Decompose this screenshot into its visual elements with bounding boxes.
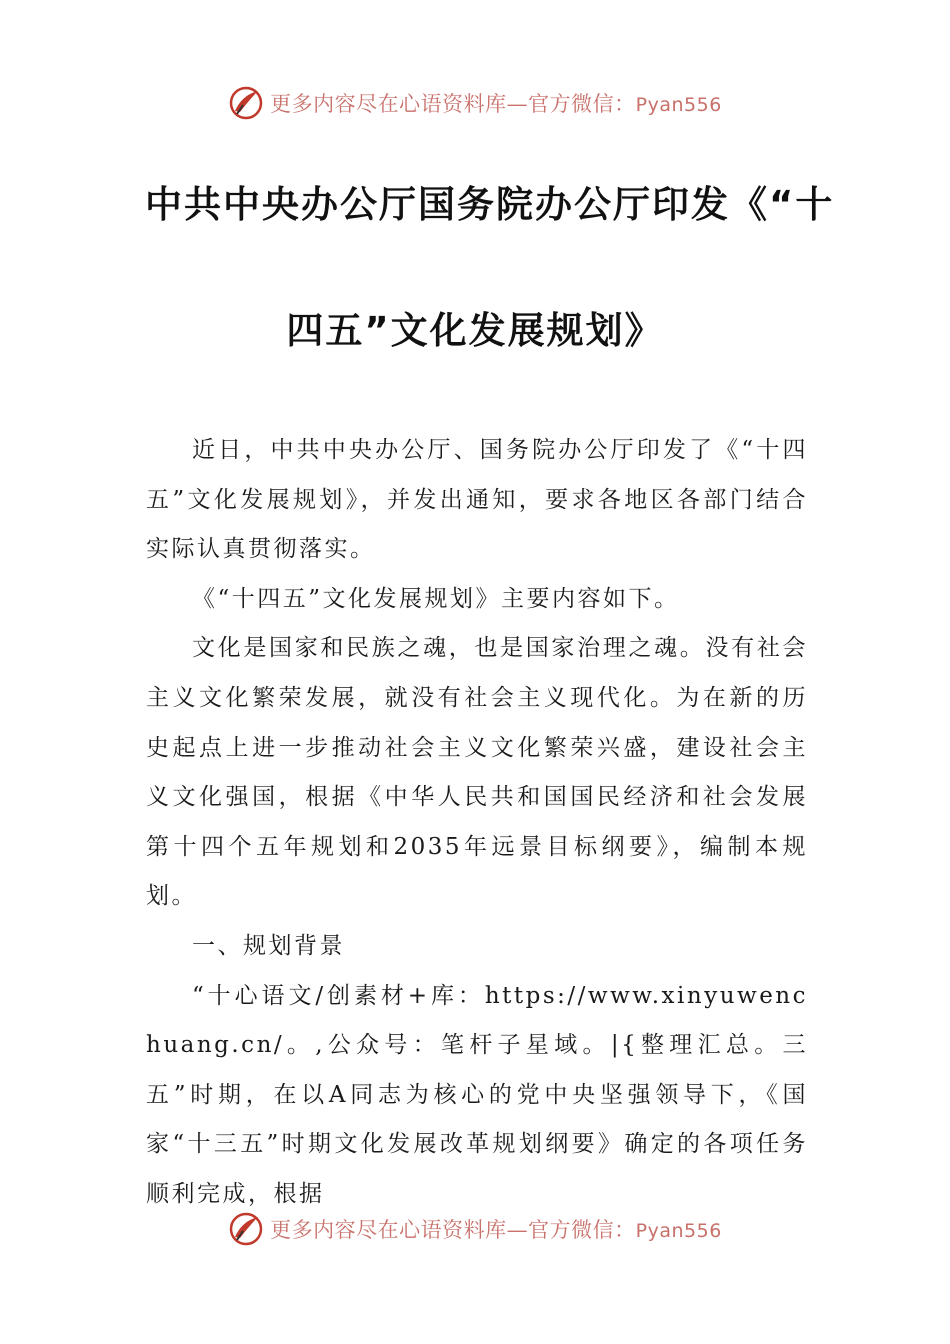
quill-logo-icon [228, 1211, 264, 1247]
footer-banner-text: 更多内容尽在心语资料库—官方微信：Pyan556 [270, 1218, 722, 1242]
section-heading: 一、规划背景 [192, 932, 345, 959]
header-banner [0, 81, 950, 125]
paragraph: 近日，中共中央办公厅、国务院办公厅印发了《“十四五”文化发展规划》，并发出通知，要求各地区各部门结合实际认真贯彻落实。 [146, 437, 808, 563]
paragraph: 《“十四五”文化发展规划》主要内容如下。 [192, 585, 680, 612]
quill-logo-icon [228, 85, 264, 121]
document-body [146, 426, 808, 1220]
footer-banner [0, 1207, 950, 1251]
document-title-line-2: 四五”文化发展规划》 [286, 309, 664, 352]
paragraph: 文化是国家和民族之魂，也是国家治理之魂。没有社会主义文化繁荣发展，就没有社会主义现代化。为在新的历史起点上进一步推动社会主义文化繁荣兴盛，建设社会主义文化强国，根据《中华人民共和国国民经济和社会发展第十四个五年规划和2035年远景目标纲要》，编制本规划。 [146, 635, 808, 910]
header-banner-text: 更多内容尽在心语资料库—官方微信：Pyan556 [270, 92, 722, 116]
document-title-line-1: 中共中央办公厅国务院办公厅印发《“十 [145, 183, 835, 226]
paragraph: “十心语文/创素材+库：https://www.xinyuwenchuang.cn/。,公众号：笔杆子星域。|{整理汇总。三五”时期，在以A同志为核心的党中央坚强领导下，《国家“十三五”时期文化发展改革规划纲要》确定的各项任务顺利完成，根据 [146, 982, 808, 1207]
